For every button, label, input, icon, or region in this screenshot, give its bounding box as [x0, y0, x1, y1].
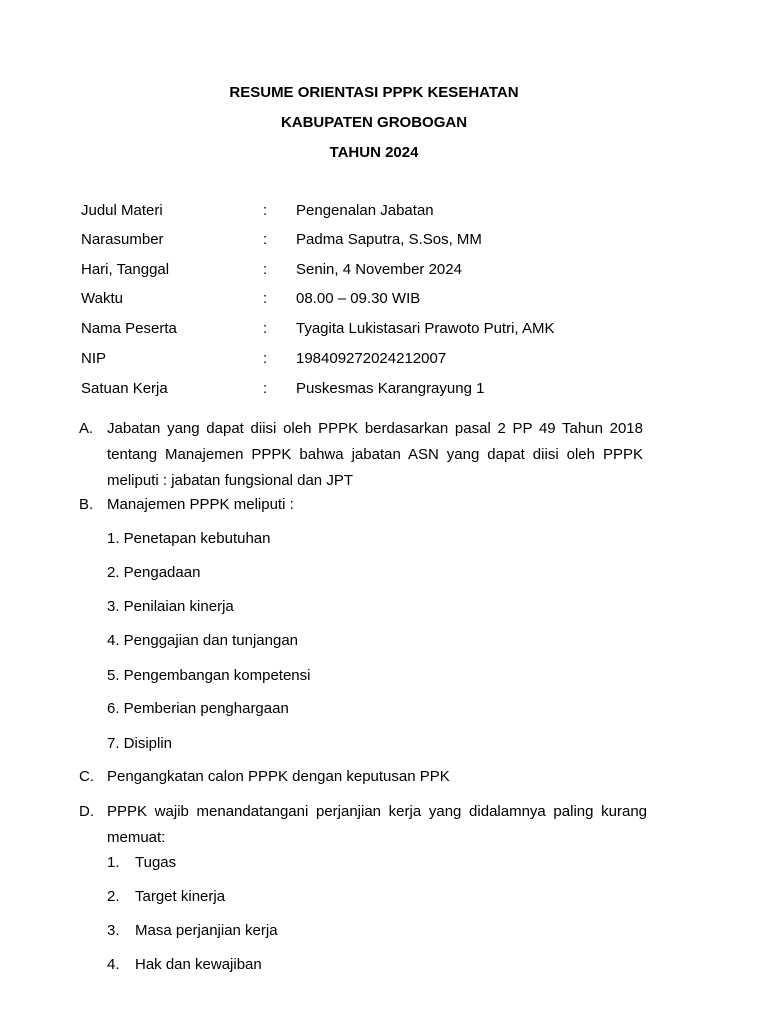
- section-text: Jabatan yang dapat diisi oleh PPPK berdasarkan pasal 2 PP 49 Tahun 2018 tentang Manajemen PPPK bahwa jabatan ASN yang dapat diisi oleh PPPK meliputi : jabatan fungsional dan JPT: [107, 420, 643, 489]
- section-letter: D.: [79, 803, 94, 820]
- info-value: Senin, 4 November 2024: [296, 261, 462, 278]
- info-value: Pengenalan Jabatan: [296, 202, 434, 219]
- info-label: Hari, Tanggal: [81, 261, 170, 278]
- title-line-3: TAHUN 2024: [329, 144, 419, 161]
- title-line-2: KABUPATEN GROBOGAN: [280, 114, 468, 131]
- info-row: [0, 230, 768, 250]
- info-colon: :: [263, 290, 268, 307]
- list-number: 1.: [107, 854, 120, 871]
- info-colon: :: [263, 320, 268, 337]
- info-row: [0, 379, 768, 399]
- list-item: 2. Pengadaan: [107, 564, 201, 581]
- info-value: Tyagita Lukistasari Prawoto Putri, AMK: [296, 320, 555, 337]
- info-colon: :: [263, 350, 268, 367]
- section-letter: B.: [79, 496, 94, 513]
- info-label: Narasumber: [81, 231, 164, 248]
- section-text: Manajemen PPPK meliputi :: [107, 496, 294, 513]
- list-item: 5. Pengembangan kompetensi: [107, 667, 311, 684]
- info-colon: :: [263, 202, 268, 219]
- list-item: 4. Penggajian dan tunjangan: [107, 632, 299, 649]
- list-item: 1. Penetapan kebutuhan: [107, 530, 271, 547]
- info-row: [0, 319, 768, 339]
- list-text: Target kinerja: [135, 888, 226, 905]
- list-number: 3.: [107, 922, 120, 939]
- info-value: 08.00 – 09.30 WIB: [296, 290, 421, 307]
- info-colon: :: [263, 380, 268, 397]
- info-label: Satuan Kerja: [81, 380, 168, 397]
- info-label: Judul Materi: [81, 202, 163, 219]
- info-value: Puskesmas Karangrayung 1: [296, 380, 485, 397]
- list-item: 6. Pemberian penghargaan: [107, 700, 289, 717]
- info-colon: :: [263, 261, 268, 278]
- list-text: Tugas: [135, 854, 177, 871]
- section-text: Pengangkatan calon PPPK dengan keputusan PPK: [107, 768, 450, 785]
- section-text: PPPK wajib menandatangani perjanjian kerja yang didalamnya paling kurang memuat:: [107, 803, 647, 846]
- list-item: 3. Penilaian kinerja: [107, 598, 234, 615]
- info-row: [0, 289, 768, 309]
- info-row: [0, 201, 768, 221]
- list-text: Masa perjanjian kerja: [135, 922, 278, 939]
- info-row: [0, 260, 768, 280]
- info-label: Waktu: [81, 290, 123, 307]
- list-number: 2.: [107, 888, 120, 905]
- list-text: Hak dan kewajiban: [135, 956, 262, 973]
- title-line-1: RESUME ORIENTASI PPPK KESEHATAN: [229, 84, 519, 101]
- list-number: 4.: [107, 956, 120, 973]
- info-row: [0, 349, 768, 369]
- list-item: 7. Disiplin: [107, 735, 173, 752]
- info-value: Padma Saputra, S.Sos, MM: [296, 231, 482, 248]
- section-letter: A.: [79, 420, 94, 437]
- info-value: 198409272024212007: [296, 350, 447, 367]
- section-letter: C.: [79, 768, 94, 785]
- info-label: NIP: [81, 350, 107, 367]
- info-label: Nama Peserta: [81, 320, 177, 337]
- info-colon: :: [263, 231, 268, 248]
